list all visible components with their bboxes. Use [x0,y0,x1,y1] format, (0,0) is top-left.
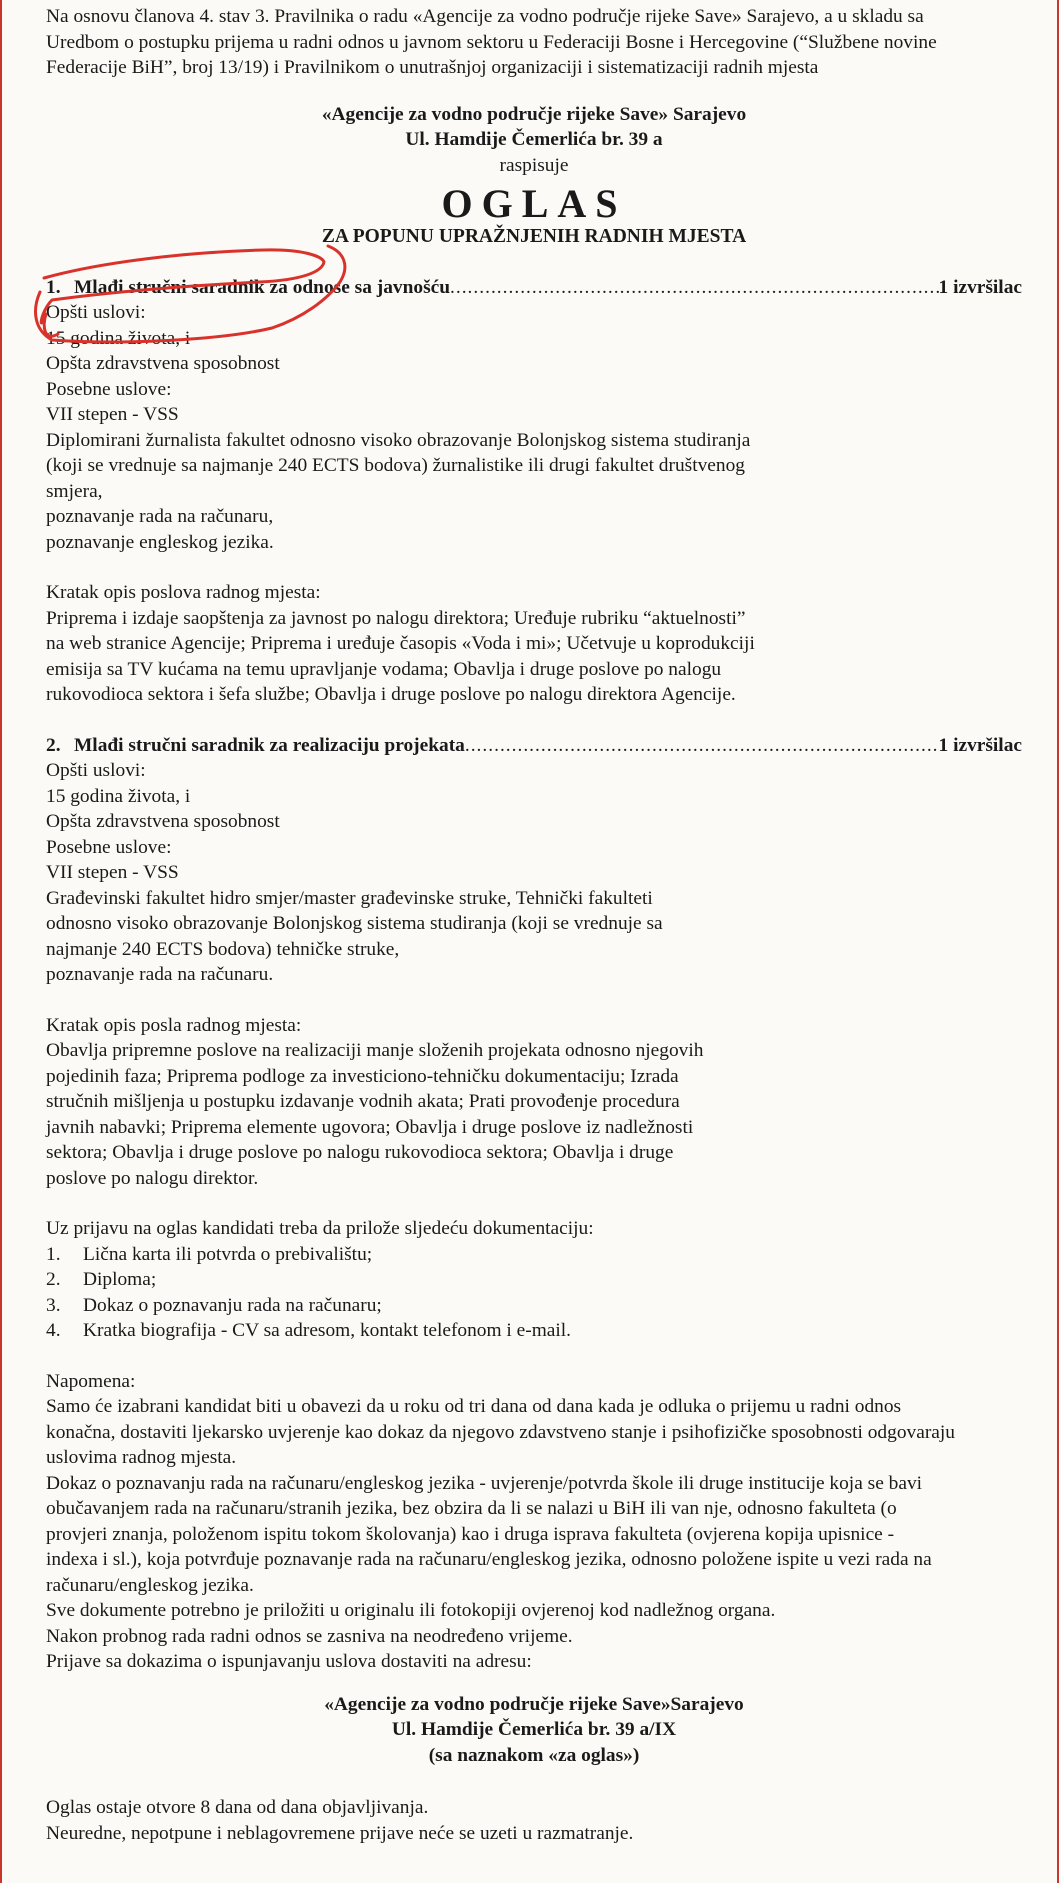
description-line: javnih nabavki; Priprema elemente ugovora; Obavlja i druge poslove iz nadležnosti [46,1116,694,1138]
description-line: sektora; Obavlja i druge poslove po nalogu rukovodioca sektora; Obavlja i druge [46,1142,674,1163]
position-2 [46,733,1022,1192]
header-raspisuje: raspisuje [499,154,569,176]
requirement-line: Diplomirani žurnalista fakultet odnosno visoko obrazovanje Bolonjskog sistema studiranja [46,429,751,451]
requirement-line: Građevinski fakultet hidro smjer/master građevinske struke, Tehnički fakulteti [46,887,653,909]
footer-note: (sa naznakom «za oglas») [428,1744,640,1766]
note-line: računaru/engleskog jezika. [46,1574,254,1596]
header-address: Ul. Hamdije Čemerlića br. 39 a [405,129,663,150]
intro-line: Na osnovu članova 4. stav 3. Pravilnika o radu «Agencije za vodno područje rijeke Save» Sarajevo, a u skladu sa [46,6,924,27]
list-number: 1. [46,1243,61,1265]
requirement-line: poznavanje rada na računaru. [46,964,274,985]
description-title: Kratak opis posla radnog mjesta: [46,1014,302,1036]
description-line: na web stranice Agencije; Priprema i uređuje časopis «Voda i mi»; Učetvuje u koprodukciji [46,633,755,654]
requirement-line: poznavanje engleskog jezika. [46,531,274,553]
note-line: indexa i sl.), koja potvrđuje poznavanje rada na računaru/engleskog jezika, odnosno položene ispite u vezi rada na [46,1549,932,1570]
position-title: Mlađi stručni saradnik za odnose sa javnošću [74,276,451,298]
list-number: 3. [46,1294,61,1316]
description-line: rukovodioca sektora i šefa službe; Obavlja i druge poslove po nalogu direktora Agencije. [46,684,736,705]
footer-address [46,1692,1022,1769]
note-line: Prijave sa dokazima o ispunjavanju uslova dostaviti na adresu: [46,1651,532,1672]
intro-line: Uredbom o postupku prijema u radni odnos u javnom sektoru u Federaciji Bosne i Hercegovine (“Službene novine [46,31,937,53]
description-line: emisija sa TV kućama na temu upravljanje vodama; Obavlja i druge poslove po nalogu [46,658,722,680]
requirement-line: Posebne uslove: [46,836,172,858]
leader-dots [450,275,939,301]
leader-dots [465,733,939,759]
requirement-line: odnosno visoko obrazovanje Bolonjskog sistema studiranja (koji se vrednuje sa [46,913,663,934]
note-line: obučavanjem rada na računaru/stranih jezika, bez obzira da li se nalazi u BiH ili van nje, odnosno fakulteta (o [46,1498,897,1519]
page-subtitle: ZA POPUNU UPRAŽNJENIH RADNIH MJESTA [321,226,747,247]
requirement-line: Opšta zdravstvena sposobnost [46,811,280,832]
requirement-line: Opšta zdravstvena sposobnost [46,353,280,374]
requirement-line: VII stepen - VSS [46,862,179,883]
list-number: 2. [46,1269,61,1290]
requirement-line: 15 godina života, i [46,327,191,349]
documents-section [46,1216,1022,1344]
list-number: 4. [46,1320,61,1341]
position-number: 2. [46,734,61,756]
closing-section [46,1795,1022,1846]
position-1 [46,275,1022,708]
position-count: 1 izvršilac [938,276,1022,298]
list-text: Diploma; [83,1269,157,1290]
description-line: Priprema i izdaje saopštenja za javnost po nalogu direktora; Uređuje rubriku “aktuelnosti” [46,607,746,629]
list-item [46,1293,1022,1319]
note-line: uslovima radnog mjesta. [46,1447,237,1468]
list-text: Lična karta ili potvrda o prebivalištu; [83,1243,373,1265]
description-line: stručnih mišljenja u postupku izdavanje vodnih akata; Prati provođenje procedura [46,1091,680,1112]
footer-org: «Agencije za vodno područje rijeke Save»Sarajevo [324,1693,744,1715]
description-title: Kratak opis poslova radnog mjesta: [46,582,321,603]
list-text: Dokaz o poznavanju rada na računaru; [83,1294,382,1316]
list-item [46,1242,1022,1268]
note-title: Napomena: [46,1370,136,1392]
note-line: Dokaz o poznavanju rada na računaru/engleskog jezika - uvjerenje/potvrda škole ili druge institucije koja se bavi [46,1472,923,1494]
documents-intro: Uz prijavu na oglas kandidati treba da prilože sljedeću dokumentaciju: [46,1218,594,1239]
description-line: pojedinih faza; Priprema podloge za investiciono-tehničku dokumentaciju; Izrada [46,1065,679,1087]
position-heading [46,275,1022,301]
position-heading [46,733,1022,759]
note-line: Nakon probnog rada radni odnos se zasniva na neodređeno vrijeme. [46,1625,573,1647]
note-line: provjeri znanja, položenom ispitu tokom školovanja) kao i druga isprava fakulteta (ovjerena kopija upisnice - [46,1523,895,1545]
note-section [46,1369,1022,1675]
requirement-line: VII stepen - VSS [46,404,179,425]
list-item [46,1318,1022,1344]
header-org: «Agencije za vodno područje rijeke Save» Sarajevo [321,103,747,125]
requirement-line: Opšti uslovi: [46,302,146,323]
list-item [46,1267,1022,1293]
note-line: Samo će izabrani kandidat biti u obavezi da u roku od tri dana od dana kada je odluka o prijemu u radni odnos [46,1396,902,1417]
list-text: Kratka biografija - CV sa adresom, kontakt telefonom i e-mail. [83,1320,572,1341]
job-ad [46,4,1022,1846]
footer-street: Ul. Hamdije Čemerlića br. 39 a/IX [391,1719,677,1740]
description-line: Obavlja pripremne poslove na realizaciji manje složenih projekata odnosno njegovih [46,1040,704,1061]
position-count: 1 izvršilac [938,734,1022,756]
closing-line: Neuredne, nepotpune i neblagovremene prijave neće se uzeti u razmatranje. [46,1822,634,1844]
requirement-line: Opšti uslovi: [46,760,146,781]
description-line: poslove po nalogu direktor. [46,1167,259,1189]
note-line: konačna, dostaviti ljekarsko uvjerenje kao dokaz da njegovo zdavstveno stanje i psihofizičke sposobnosti odgovaraju [46,1421,955,1443]
requirement-line: 15 godina života, i [46,785,191,807]
position-title: Mlađi stručni saradnik za realizaciju projekata [74,734,465,756]
intro-line: Federacije BiH”, broj 13/19) i Pravilnikom o unutrašnjoj organizaciji i sistematizaciji radnih mjesta [46,57,819,78]
position-number: 1. [46,276,61,298]
requirement-line: najmanje 240 ECTS bodova) tehničke struke, [46,938,400,960]
requirement-line: poznavanje rada na računaru, [46,506,274,527]
requirement-line: Posebne uslove: [46,378,172,400]
note-line: Sve dokumente potrebno je priložiti u originalu ili fotokopiji ovjerenoj kod nadležnog organa. [46,1600,776,1621]
closing-line: Oglas ostaje otvore 8 dana od dana objavljivanja. [46,1797,429,1818]
requirement-line: (koji se vrednuje sa najmanje 240 ECTS bodova) žurnalistike ili drugi fakultet društvenog [46,455,745,476]
page-title: OGLAS [441,181,627,226]
requirement-line: smjera, [46,480,103,502]
intro-paragraph [46,4,1022,81]
